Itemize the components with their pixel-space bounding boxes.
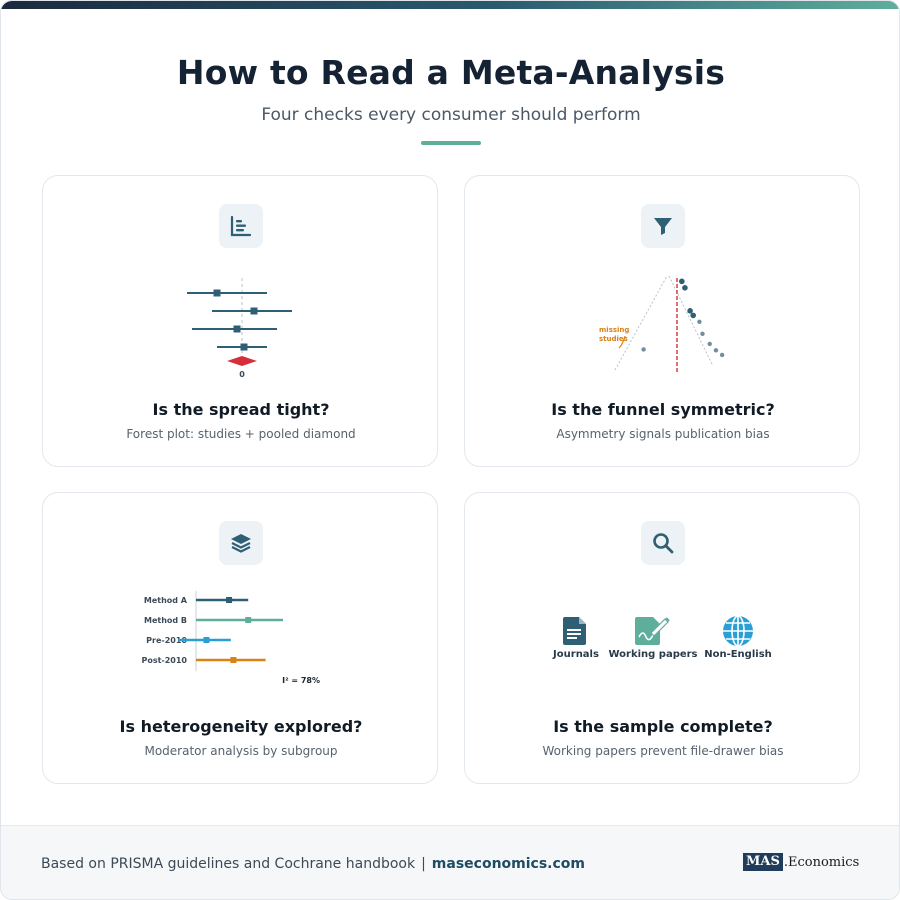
subgroup-label: Post-2010 [141, 656, 187, 665]
funnel-boundary-right [669, 276, 713, 366]
study-point [641, 347, 645, 351]
page-subtitle: Four checks every consumer should perform [261, 105, 641, 125]
subgroup-point [226, 597, 232, 603]
footer [1, 825, 900, 900]
card-title: Is the sample complete? [553, 717, 773, 736]
card-spread [42, 175, 438, 467]
card-heterogeneity [42, 492, 438, 784]
subgroup-plot [43, 583, 439, 703]
study-point [687, 308, 693, 314]
footer-url[interactable]: maseconomics.com [431, 856, 586, 872]
title-underline [421, 141, 481, 145]
source-label: Working papers [608, 649, 698, 660]
layers-icon [219, 521, 263, 565]
brand-logo [743, 852, 859, 872]
study-point [234, 326, 241, 333]
card-description: Working papers prevent file-drawer bias [542, 744, 784, 758]
card-description: Moderator analysis by subgroup [144, 744, 338, 758]
signed-paper-icon [635, 617, 669, 645]
footer-source: Based on PRISMA guidelines and Cochrane handbook [41, 856, 416, 872]
magnifier-icon [641, 521, 685, 565]
subgroup-point [245, 617, 251, 623]
top-accent-bar [1, 1, 900, 9]
study-point [720, 353, 724, 357]
study-point [251, 308, 258, 315]
page-title: How to Read a Meta-Analysis [176, 53, 726, 92]
subgroup-label: Method B [143, 616, 187, 625]
pooled-diamond [227, 356, 257, 366]
heterogeneity-stat: I² = 78% [282, 676, 320, 685]
funnel-boundary-left [615, 276, 667, 370]
footer-separator: | [421, 856, 426, 872]
source-label: Journals [553, 649, 599, 660]
study-point [714, 348, 718, 352]
card-title: Is the spread tight? [152, 400, 330, 419]
logo-mark: MAS [743, 853, 783, 871]
missing-studies-label: studies [599, 335, 628, 343]
card-sample [464, 492, 860, 784]
card-funnel [464, 175, 860, 467]
subgroup-label: Method A [143, 596, 187, 605]
logo-text: .Economics [783, 854, 860, 870]
study-point [690, 313, 696, 319]
footer-credit [41, 856, 585, 872]
axis-zero-label: 0 [239, 370, 245, 379]
card-title: Is the funnel symmetric? [551, 400, 775, 419]
study-point [679, 279, 685, 285]
missing-studies-label: missing [599, 326, 630, 334]
card-description: Asymmetry signals publication bias [556, 427, 770, 441]
study-point [241, 344, 248, 351]
funnel-icon [641, 204, 685, 248]
forest-plot [43, 266, 439, 386]
source-label: Non-English [704, 649, 772, 660]
bar-chart-icon [219, 204, 263, 248]
card-description: Forest plot: studies + pooled diamond [126, 427, 356, 441]
study-point [682, 285, 688, 291]
subgroup-point [230, 657, 236, 663]
document-icon [563, 617, 586, 645]
study-point [708, 342, 712, 346]
subgroup-point [203, 637, 209, 643]
card-title: Is heterogeneity explored? [119, 717, 363, 736]
sources-row [465, 583, 861, 703]
study-point [697, 320, 701, 324]
study-point [700, 332, 704, 336]
funnel-plot [465, 266, 861, 386]
study-point [214, 290, 221, 297]
globe-icon [723, 616, 753, 646]
subgroup-label: Pre-2010 [146, 636, 187, 645]
